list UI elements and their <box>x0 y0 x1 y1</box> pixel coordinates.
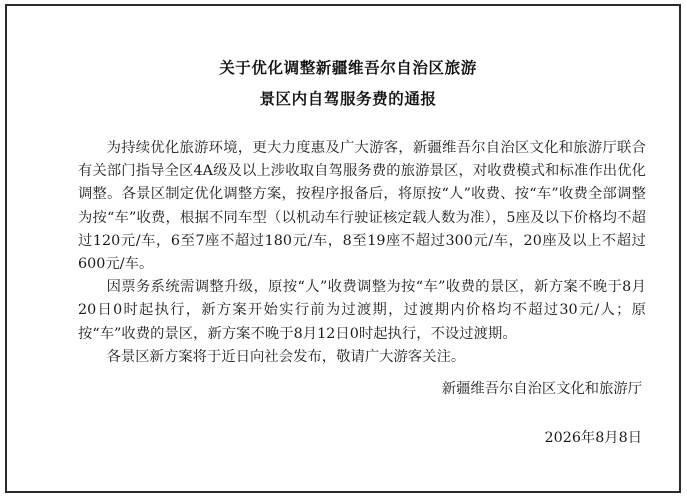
notice-sheet <box>48 44 648 462</box>
notice-title-line-1: 关于优化调整新疆维吾尔自治区旅游 <box>219 58 477 77</box>
notice-border <box>5 4 681 493</box>
issue-date: 2026年8月8日 <box>544 430 642 446</box>
issuer-name: 新疆维吾尔自治区文化和旅游厅 <box>441 381 642 397</box>
notice-body <box>78 137 646 369</box>
body-paragraph-2: 因票务系统需调整升级，原按“人”收费调整为按“车”收费的景区，新方案不晚于8月20日0时起执行，新方案开始实行前为过渡期，过渡期内价格均不超过30元/人；原按“车”收费的景区，新方案不晚于8月12日0时起执行，不设过渡期。 <box>78 279 646 342</box>
body-paragraph-1: 为持续优化旅游环境，更大力度惠及广大游客，新疆维吾尔自治区文化和旅游厅联合有关部门指导全区4A级及以上涉收取自驾服务费的旅游景区，对收费模式和标准作出优化调整。各景区制定优化调整方案，按程序报备后，将原按“人”收费、按“车”收费全部调整为按“车”收费，根据不同车型（以机动车行驶证核定载人数为准），5座及以下价格均不超过120元/车，6至7座不超过180元/车，8至19座不超过300元/车，20座及以上不超过600元/车。 <box>78 140 646 273</box>
body-paragraph-3: 各景区新方案将于近日向社会发布，敬请广大游客关注。 <box>106 348 466 365</box>
notice-title-line-2: 景区内自驾服务费的通报 <box>259 89 437 108</box>
